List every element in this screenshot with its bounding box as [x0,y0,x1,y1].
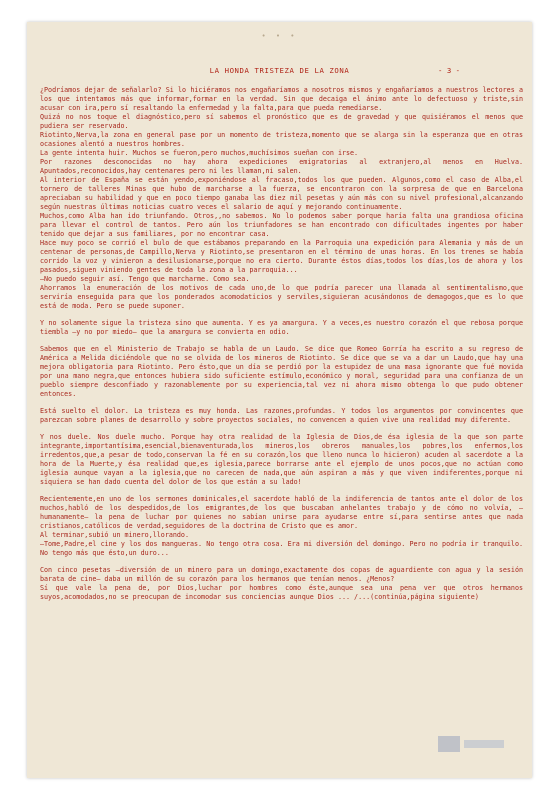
paragraph: Ahorramos la enumeración de los motivos de cada uno,de lo que podría parecer una llamada al sentimentalismo,que serviría enseguida para que los ponderados acomodaticios y serviles,siguieran acusándonos de demagogos,que es lo que está de moda. Pero se puede suponer. [40,284,523,310]
paragraph: Por razones desconocidas no hay ahora expediciones emigratorias al extranjero,al menos en Huelva. Apuntados,reconocidos,hay centenares pero ni les llaman,ni salen. [40,158,523,175]
paragraph: Riotinto,Nerva,la zona en general pase por un momento de tristeza,momento que se alarga sin la esperanza que en otras ocasiones alentó a nuestros hombres. [40,131,523,148]
paragraph: Quizá no nos toque el diagnóstico,pero sí sabemos el pronóstico que es de gravedad y que quisiéramos el menos que pudiera ser reservado. [40,113,523,130]
page-number: - 3 - [438,66,460,75]
paragraph: Y no solamente sigue la tristeza sino que aumenta. Y es ya amargura. Y a veces,es nuestro corazón el que rebosa porque tiembla –y no por miedo– que la amargura se convierta en odio. [40,319,523,336]
paragraph: ¿Podríamos dejar de señalarlo? Si lo hiciéramos nos engañaríamos a nosotros mismos y engañaríamos a nuestros lectores a los que intentamos más que informar,formar en la verdad. Sin que decaiga el ánimo ante lo defectuoso y triste,sin acusar con ira,pero sí resaltando la enfermedad y la falta,para que pueda remediarse. [40,86,523,112]
paragraph: Y nos duele. Nos duele mucho. Porque hay otra realidad de la Iglesia de Dios,de ésa iglesia de la que son parte integrante,importantísima,esencial,bienaventurada,los mineros,los obreros manuales,los pobres,los enfermos,los irredentos,que,a pesar de todo,conservan la fé en su corazón,los que lleno nunca lo hicieron) acuden al sacerdote a la hora de la Muerte,y ésa realidad que,es iglesia,parece borrarse ante el ejemplo de unos pocos,que no actúan como iglesia aunque vayan a la iglesia,que no carecen de nada,que aún aspiran a más y que viven indiferentes,porque ni siquiera se han dado cuenta del dolor de los que están a su lado! [40,433,523,486]
paragraph: Hace muy poco se corrió el bulo de que estábamos preparando en la Parroquia una expedición para Alemania y más de un centenar de personas,de Campillo,Nerva y Riotinto,se presentaron en el término de unas horas. En los trenes se había corrido la voz y vinieron a desilusionarse,porque no era cierto. Durante éstos días,todos los días,los de ahora y los pasados,siguen viniendo gentes de toda la zona a la parroquia... [40,239,523,274]
paragraph: Está suelto el dolor. La tristeza es muy honda. Las razones,profundas. Y todos los argumentos por convincentes que parezcan sobre planes de desarrollo y sobre proyectos sociales, no convencen a quien vive una realidad muy diferente. [40,407,523,424]
paragraph: La gente intenta huir. Muchos se fueron,pero muchos,muchísimos sueñan con irse. [40,149,359,157]
paragraph: Con cinco pesetas –diversión de un minero para un domingo,exactamente dos copas de aguardiente con agua y la sesión barata de cine– daba un millón de su corazón para los hermanos que tenían menos. ¿Menos? [40,566,523,583]
paragraph: Sabemos que en el Ministerio de Trabajo se habla de un Laudo. Se dice que Romeo Gorría ha escrito a su regreso de América a Melida diciéndole que no se olvida de los mineros de Riotinto. Se dice que se va a dar un Laudo,que hay una mejora obligatoria para Riotinto. Pero ésto,que un día se perdió por la estupidez de una masa ignorante que fué movida por una mano negra,que entonces hubiera sido suficiente estímulo,económico y moral, seguridad para una confianza de un pueblo siempre desconfiado y razonablemente por su experiencia,tal vez ni ahora mismo obtenga lo que pudo obtener entonces. [40,345,523,398]
article-body [40,86,523,602]
paragraph: –No puedo seguir así. Tengo que marcharme. Como sea. [40,275,250,283]
punch-dots: • • • [261,32,298,40]
paragraph: Al terminar,subió un minero,llorando. [40,531,189,539]
document-page [27,22,532,778]
page-header [27,66,532,78]
paragraph: Muchos,como Alba han ido triunfando. Otros,,no sabemos. No lo podemos saber porque haría falta una grandiosa oficina para llevar el control de tantos. Pero aún los triunfadores se han encontrado con dificultades ingentes por haber tenido que dejar a sus familiares, por no encontrar casa. [40,212,523,238]
paragraph: Recientemente,en uno de los sermones dominicales,el sacerdote habló de la indiferencia de tantos ante el dolor de los muchos,habló de los despedidos,de los emigrantes,de los que buscaban anhelantes trabajo y de cómo no volvía, –humanamente– la pena de luchar por quienes no sabían unirse para ayudarse entre sí,para sentirse antes que nada cristianos,católicos de verdad,seguidores de la doctrina de Cristo que es amor. [40,495,523,530]
paragraph: Al interior de España se están yendo,exponiéndose al fracaso,todos los que pueden. Algunos,como el caso de Alba,el tornero de talleres Minas que hubo de marcharse a la fuerza, se encontraron con la sorpresa de que en Barcelona apreciaban su habilidad y que en poco tiempo ganaba las diez mil pesetas y aún más con su nivel profesional,alcanzando según nuestras últimas noticias cuatro veces el salario de aquí y mejorando continuamente. [40,176,523,211]
paragraph: –Tome,Padre,el cine y los dos mangueras. No tengo otra cosa. Era mi diversión del domingo. Pero no podría ir tranquilo. No tengo más que ésto,un duro... [40,540,523,557]
archive-stamp-icon [436,732,506,756]
page-title: LA HONDA TRISTEZA DE LA ZONA [209,66,350,75]
paragraph: Sí que vale la pena de, por Dios,luchar por hombres como éste,aunque sea una pena ver que otros hermanos suyos,acomodados,no se preocupan de incomodar sus conciencias aunque Dios ... /...(continúa,página siguiente) [40,584,523,601]
